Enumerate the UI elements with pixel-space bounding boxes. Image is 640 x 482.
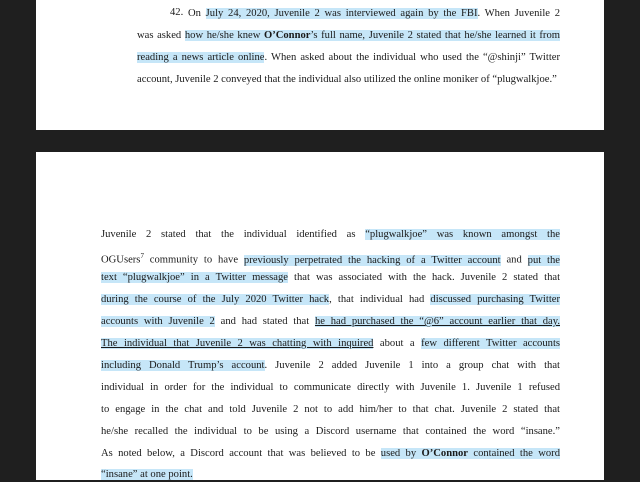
text-line: accounts with Juvenile 2 and had stated that he had purchased the “@6” account earlier that day. xyxy=(101,316,560,327)
text-line: The individual that Juvenile 2 was chatting with inquired about a few different Twitter accounts xyxy=(101,338,561,349)
text-line: was asked how he/she knew O’Connor’s full name, Juvenile 2 stated that he/she learned it from xyxy=(137,30,560,41)
highlight: how he/she knew O’Connor’s full name, Juvenile 2 stated that he/she learned it from xyxy=(184,30,560,41)
highlight: he had purchased the “@6” account earlier that day. xyxy=(314,316,560,327)
text-line: during the course of the July 2020 Twitter hack, that individual had discussed purchasing Twitter xyxy=(101,294,560,305)
highlight: accounts with Juvenile 2 xyxy=(101,316,215,327)
text-line: including Donald Trump’s account. Juvenile 2 added Juvenile 1 into a group chat with that xyxy=(101,360,560,371)
page-gap xyxy=(0,130,640,152)
highlight: previously perpetrated the hacking of a Twitter account xyxy=(243,254,501,266)
document-page-bottom xyxy=(36,152,604,480)
text-line: he/she recalled the individual to be using a Discord username that contained the word “insane.” xyxy=(101,426,560,437)
highlight: during the course of the July 2020 Twitter hack xyxy=(101,294,330,305)
highlight: July 24, 2020, Juvenile 2 was interviewed again by the FBI xyxy=(205,8,478,19)
highlight: “plugwalkjoe” was known amongst the xyxy=(365,229,560,240)
highlight: text “plugwalkjoe” in a Twitter message xyxy=(101,272,288,283)
text-line: As noted below, a Discord account that was believed to be used by O’Connor contained the word xyxy=(101,448,560,459)
paragraph-number: 42. xyxy=(170,7,184,18)
highlight: reading a news article online xyxy=(137,52,265,63)
highlight: put the xyxy=(527,254,560,266)
highlight: including Donald Trump’s account xyxy=(101,360,265,371)
text-line: On July 24, 2020, Juvenile 2 was interviewed again by the FBI. When Juvenile 2 xyxy=(188,8,560,19)
text-line: individual in order for the individual to communicate directly with Juvenile 1. Juvenile 1 refused xyxy=(101,382,560,393)
text-line: OGUsers$^7$ community to have previously perpetrated the hacking of a Twitter account and put the xyxy=(101,252,560,266)
highlight: “insane” at one point. xyxy=(101,469,193,480)
document-page-top xyxy=(36,0,604,130)
text-line: account, Juvenile 2 conveyed that the individual also utilized the online moniker of “plugwalkjoe.” xyxy=(137,74,557,85)
text-line: Juvenile 2 stated that the individual identified as “plugwalkjoe” was known amongst the xyxy=(101,229,560,240)
text-line: reading a news article online. When asked about the individual who used the “@shinji” Twitter xyxy=(137,52,560,63)
highlight: discussed purchasing Twitter xyxy=(430,294,560,305)
text-line: to engage in the chat and told Juvenile 2 not to add him/her to that chat. Juvenile 2 stated that xyxy=(101,404,560,415)
highlight: few different Twitter accounts xyxy=(421,338,561,349)
highlight: The individual that Juvenile 2 was chatting with inquired xyxy=(101,338,374,349)
highlight: used by O’Connor contained the word xyxy=(380,448,560,459)
text-line: text “plugwalkjoe” in a Twitter message that was associated with the hack. Juvenile 2 stated that xyxy=(101,272,561,283)
